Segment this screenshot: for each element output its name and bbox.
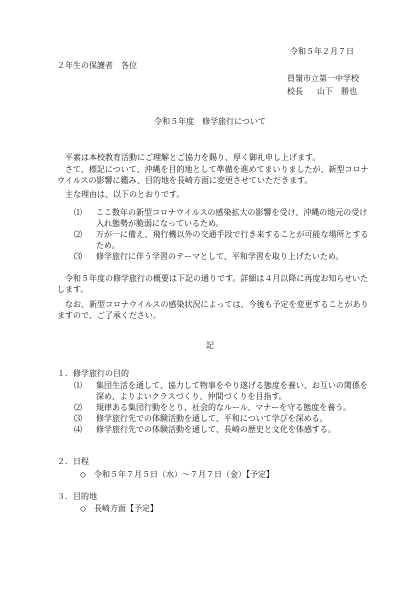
closing-paragraph-1: 令和５年度の修学旅行の概要は下記の通りです。詳細は４月以降に再度お知らせいたします。 (57, 274, 369, 294)
school-name: 員嶺市立第一中学校 (287, 74, 359, 83)
destination-heading: ３．目的地 (57, 492, 97, 501)
destination-line (80, 503, 158, 514)
list-item: ⑷ 修学旅行先での体験活動を通して、長崎の歴史と文化を体感する。 (74, 425, 336, 434)
intro-paragraph-1: 平素は本校教育活動にご理解とご協力を賜り、厚く御礼申し上げます。 (65, 153, 321, 162)
purpose-list (74, 380, 374, 435)
signer-role: 校長 (287, 87, 303, 96)
list-item: ⑶ 修学旅行に伴う学習のテーマとして、平和学習を取り上げたいため。 (74, 252, 344, 261)
reason-list (74, 207, 374, 262)
schedule-line (80, 469, 274, 480)
intro-paragraph-2: さて、標記について、沖縄を目的地として準備を進めてまいりましたが、新型コロナウイルスの影響に鑑み、目的地を長崎方面に変更させていただきます。 (57, 165, 369, 185)
list-item: ⑶ 修学旅行先での体験活動を通して、平和について学びを深める。 (74, 414, 328, 423)
document-title: 令和５年度 修学旅行について (154, 117, 266, 126)
signer (287, 86, 357, 97)
diamond-bullet-icon: ◇ (80, 504, 87, 513)
destination-text: 長崎方面【予定】 (94, 504, 158, 513)
closing-paragraph-2: なお、新型コロナウイルスの感染状況によっては、今後も予定を変更することがありますので、ご了承ください。 (57, 300, 369, 320)
ki-heading: 記 (206, 341, 214, 350)
signer-name: 山下 勝也 (317, 87, 357, 96)
diamond-bullet-icon: ◇ (80, 470, 87, 479)
letter-date: 令和５年２月７日 (290, 47, 354, 56)
recipient: ２年生の保護者 各位 (57, 61, 137, 70)
purpose-heading: １．修学旅行の目的 (57, 369, 129, 378)
intro-paragraph-3: 主な理由は、以下のとおりです。 (65, 190, 185, 199)
list-item: ⑴ 集団生活を通して、協力して物事をやり遂げる態度を養い、お互いの関係を深め、よりよいクラスづくり、仲間づくりを目指す。 (74, 381, 368, 401)
list-item: ⑵ 規律ある集団行動をとり、社会的なルール、マナーを守る態度を養う。 (74, 403, 352, 412)
schedule-text: 令和５年７月５日（水）～７月７日（金）【予定】 (94, 470, 274, 479)
list-item: ⑵ 万が一に備え、飛行機以外の交通手段で行き来することが可能な場所とするため。 (74, 230, 369, 250)
list-item: ⑴ ここ数年の新型コロナウイルスの感染拡大の影響を受け、沖縄の地元の受け入れ態勢が脆弱になっているため。 (74, 208, 368, 228)
schedule-heading: ２．日程 (57, 457, 89, 466)
